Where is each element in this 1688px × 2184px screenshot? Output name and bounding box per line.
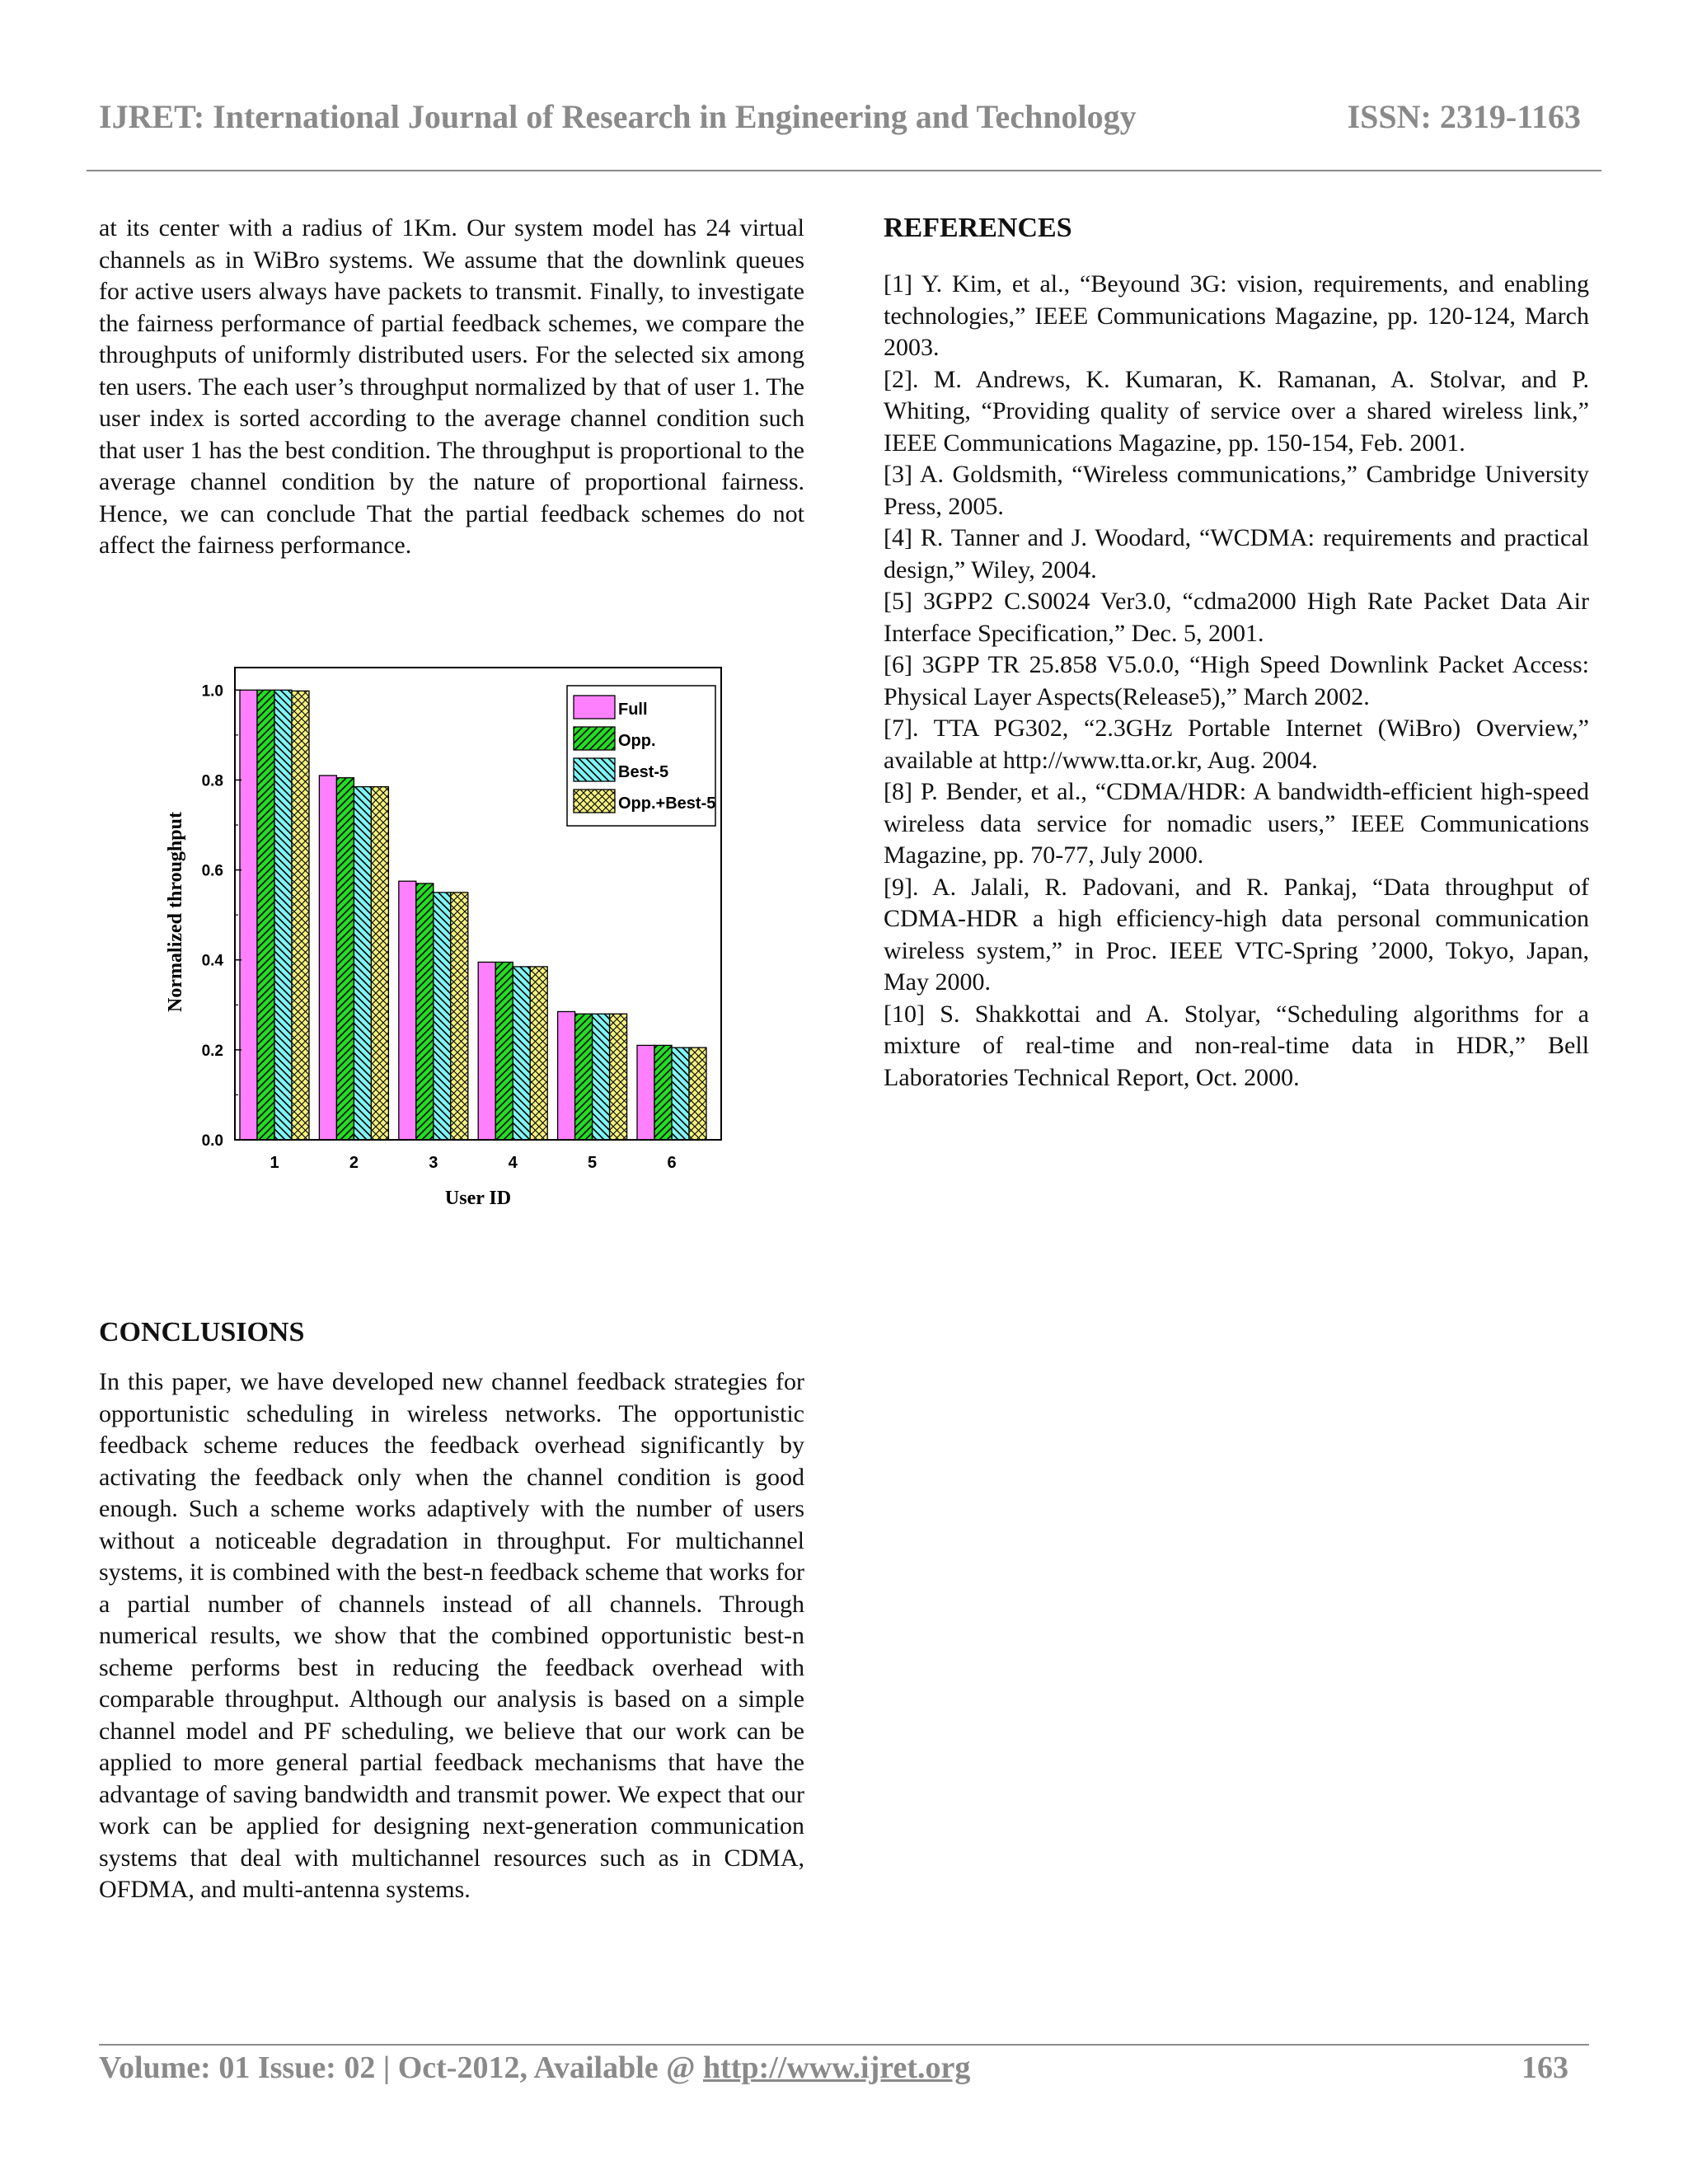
bar-opp--user-2 — [336, 778, 354, 1140]
bar-opp--user-6 — [654, 1045, 672, 1140]
bar-full-user-6 — [637, 1045, 654, 1140]
x-tick-label: 6 — [667, 1154, 677, 1172]
bar-opp-best-5-user-5 — [610, 1014, 627, 1140]
y-tick-label: 0.2 — [201, 1042, 223, 1060]
bar-best-5-user-6 — [672, 1047, 689, 1140]
y-axis-label: Normalized throughput — [165, 812, 186, 1012]
intro-paragraph: at its center with a radius of 1Km. Our system model has 24 virtual channels as in WiBro systems. We assume that the downlink queues for active users always have packets to transmit. Finally, to investigate the fairness performance of partial feedback schemes, we compare the throughputs of uniformly distributed users. For the selected six among ten users. The each user’s throughput normalized by that of user 1. The user index is sorted according to the average channel condition such that user 1 has the best condition. The throughput is proportional to the average channel condition by the nature of proportional fairness. Hence, we can conclude That the partial feedback schemes do not affect the fairness performance. — [99, 214, 804, 559]
page-number: 163 — [1522, 2050, 1568, 2085]
x-tick-label: 4 — [508, 1154, 518, 1172]
footer-prefix: Volume: 01 Issue: 02 | Oct-2012, Available @ — [99, 2050, 703, 2085]
y-tick-label: 0.4 — [201, 952, 223, 970]
bar-opp--user-5 — [575, 1014, 593, 1140]
legend — [567, 686, 715, 826]
y-tick-label: 0.8 — [201, 772, 223, 790]
legend-swatch — [574, 758, 615, 781]
legend-label: Opp.+Best-5 — [618, 794, 716, 813]
bar-opp-best-5-user-4 — [530, 967, 547, 1140]
conclusions-section — [99, 1317, 804, 1906]
x-tick-label: 3 — [429, 1154, 438, 1172]
reference-item: [1] Y. Kim, et al., “Beyound 3G: vision, requirements, and enabling technologies,” IEEE Communications Magazine, pp. 120-124, March 2003. — [884, 270, 1589, 361]
legend-label: Full — [618, 701, 648, 719]
journal-title: IJRET: International Journal of Research in Engineering and Technology — [99, 98, 1137, 135]
legend-swatch — [574, 790, 615, 813]
y-tick-label: 0.6 — [201, 862, 223, 880]
bar-best-5-user-4 — [513, 967, 530, 1140]
reference-item: [3] A. Goldsmith, “Wireless communications,” Cambridge University Press, 2005. — [884, 461, 1589, 520]
bar-opp-best-5-user-2 — [371, 787, 388, 1140]
references-list — [884, 269, 1589, 1094]
throughput-chart — [161, 659, 750, 1269]
issn: ISSN: 2319-1163 — [1347, 98, 1581, 135]
bar-opp--user-4 — [495, 962, 513, 1140]
x-tick-label: 1 — [270, 1154, 279, 1172]
bar-best-5-user-5 — [593, 1014, 610, 1140]
reference-item: [6] 3GPP TR 25.858 V5.0.0, “High Speed Downlink Packet Access: Physical Layer Aspects(Release5),” March 2002. — [884, 651, 1589, 710]
x-tick-label: 5 — [588, 1154, 598, 1172]
conclusions-heading: CONCLUSIONS — [99, 1317, 305, 1347]
bar-best-5-user-1 — [274, 690, 292, 1140]
header-divider — [87, 170, 1601, 171]
reference-item: [4] R. Tanner and J. Woodard, “WCDMA: requirements and practical design,” Wiley, 2004. — [884, 524, 1589, 583]
bar-best-5-user-2 — [354, 787, 371, 1140]
bar-best-5-user-3 — [434, 893, 451, 1140]
left-column — [99, 213, 804, 562]
bar-opp-best-5-user-3 — [451, 893, 468, 1140]
footer-volume — [99, 2050, 970, 2086]
bar-full-user-2 — [319, 776, 336, 1140]
bar-full-user-5 — [558, 1011, 575, 1140]
x-tick-label: 2 — [349, 1154, 359, 1172]
bar-full-user-1 — [240, 690, 257, 1140]
reference-item: [7]. TTA PG302, “2.3GHz Portable Internet (WiBro) Overview,” available at http://www.tta.or.kr, Aug. 2004. — [884, 715, 1589, 774]
bar-full-user-3 — [399, 881, 416, 1140]
conclusions-paragraph: In this paper, we have developed new channel feedback strategies for opportunistic scheduling in wireless networks. The opportunistic feedback scheme reduces the feedback overhead significantly by activating the feedback only when the channel condition is good enough. Such a scheme works adaptively with the number of users without a noticeable degradation in throughput. For multichannel systems, it is combined with the best-n feedback scheme that works for a partial number of channels instead of all channels. Through numerical results, we show that the combined opportunistic best-n scheme performs best in reducing the feedback overhead with comparable throughput. Although our analysis is based on a simple channel model and PF scheduling, we believe that our work can be applied to more general partial feedback mechanisms that have the advantage of saving bandwidth and transmit power. We expect that our work can be applied for designing next-generation communication systems that deal with multichannel resources such as in CDMA, OFDMA, and multi-antenna systems. — [99, 1368, 804, 1903]
bar-full-user-4 — [478, 962, 495, 1140]
footer-divider — [99, 2044, 1589, 2046]
reference-item: [8] P. Bender, et al., “CDMA/HDR: A bandwidth-efficient high-speed wireless data service for nomadic users,” IEEE Communications Magazine, pp. 70-77, July 2000. — [884, 778, 1589, 869]
y-tick-label: 1.0 — [201, 682, 223, 701]
legend-label: Opp. — [618, 732, 656, 750]
reference-item: [2]. M. Andrews, K. Kumaran, K. Ramanan, A. Stolvar, and P. Whiting, “Providing quality of service over a shared wireless link,” IEEE Communications Magazine, pp. 150-154, Feb. 2001. — [884, 365, 1589, 457]
bar-opp--user-1 — [257, 690, 274, 1140]
legend-swatch — [574, 696, 615, 719]
bar-opp-best-5-user-1 — [292, 691, 309, 1140]
x-axis-label: User ID — [444, 1188, 512, 1209]
bar-opp--user-3 — [416, 883, 434, 1140]
chart-svg — [161, 659, 750, 1269]
footer-link[interactable]: http://www.ijret.org — [702, 2050, 971, 2085]
reference-item: [5] 3GPP2 C.S0024 Ver3.0, “cdma2000 High Rate Packet Data Air Interface Specification,” Dec. 5, 2001. — [884, 588, 1589, 647]
y-tick-label: 0.0 — [201, 1132, 223, 1150]
right-column — [884, 213, 1589, 1094]
references-heading: REFERENCES — [884, 213, 1072, 243]
reference-item: [9]. A. Jalali, R. Padovani, and R. Pankaj, “Data throughput of CDMA-HDR a high efficiency-high data personal communication wireless system,” in Proc. IEEE VTC-Spring ’2000, Tokyo, Japan, May 2000. — [884, 873, 1589, 996]
reference-item: [10] S. Shakkottai and A. Stolyar, “Scheduling algorithms for a mixture of real-time and non-real-time data in HDR,” Bell Laboratories Technical Report, Oct. 2000. — [884, 1000, 1589, 1091]
legend-label: Best-5 — [618, 763, 669, 781]
bar-opp-best-5-user-6 — [689, 1047, 706, 1140]
legend-swatch — [574, 727, 615, 750]
